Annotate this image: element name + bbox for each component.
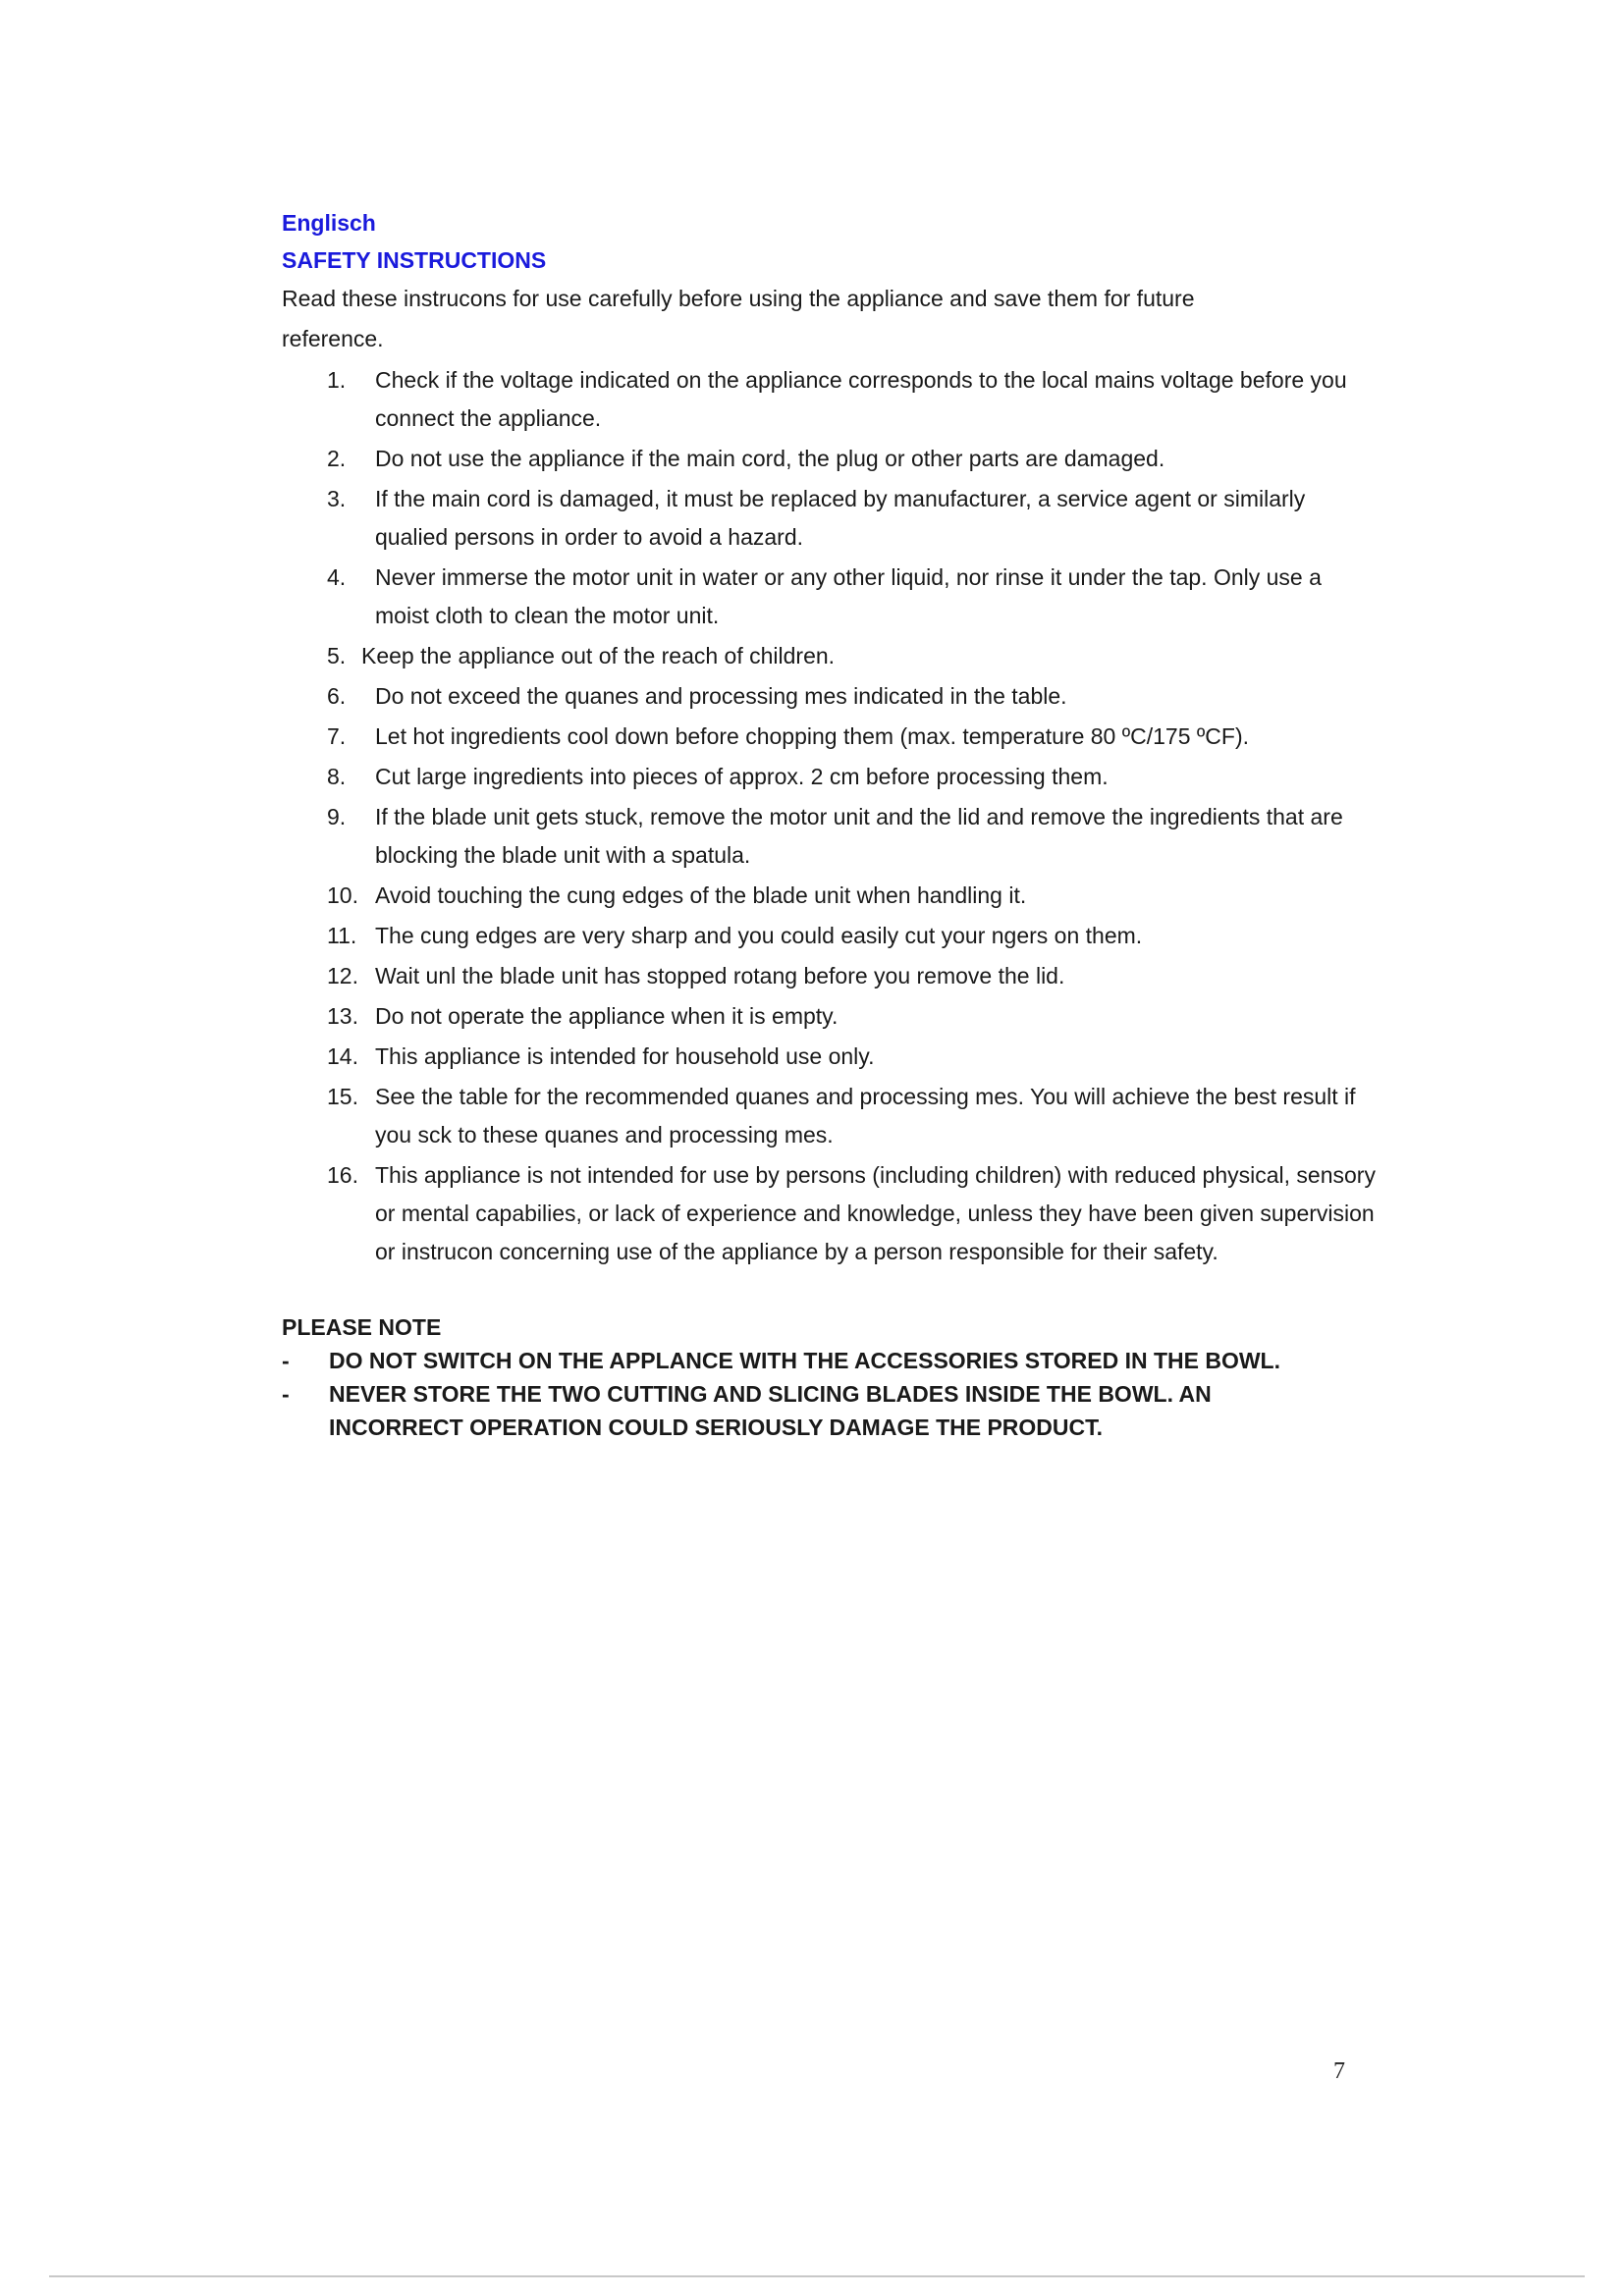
item-text: Check if the voltage indicated on the appliance corresponds to the local mains voltage before you connect the appliance. (375, 367, 1347, 431)
list-item (282, 997, 1377, 1036)
item-number: 13. (327, 1003, 358, 1029)
list-item (282, 361, 1377, 438)
please-note-list (282, 1344, 1362, 1444)
item-number: 7. (327, 723, 347, 749)
item-number: 5. (327, 643, 347, 668)
list-item (282, 1038, 1377, 1076)
please-note-heading: PLEASE NOTE (282, 1314, 442, 1340)
item-number: 16. (327, 1162, 358, 1188)
item-text: If the blade unit gets stuck, remove the motor unit and the lid and remove the ingredients that are blocking the blade unit with a spatula. (375, 804, 1343, 868)
item-text: If the main cord is damaged, it must be replaced by manufacturer, a service agent or similarly qualied persons in order to avoid a hazard. (375, 486, 1306, 550)
item-text: Wait unl the blade unit has stopped rotang before you remove the lid. (375, 963, 1065, 988)
note-text: NEVER STORE THE TWO CUTTING AND SLICING BLADES INSIDE THE BOWL. AN INCORRECT OPERATION COULD SERIOUSLY DAMAGE THE PRODUCT. (329, 1381, 1212, 1440)
list-item (282, 758, 1377, 796)
item-number: 14. (327, 1043, 358, 1069)
list-item (282, 877, 1377, 915)
item-text: Avoid touching the cung edges of the blade unit when handling it. (375, 882, 1027, 908)
item-number: 8. (327, 764, 347, 789)
list-item (282, 718, 1377, 756)
item-text: This appliance is not intended for use by persons (including children) with reduced physical, sensory or mental capabilies, or lack of experience and knowledge, unless they have been given supervision or instrucon concerning use of the appliance by a person responsible for their safety. (375, 1162, 1376, 1264)
dash-bullet: - (282, 1381, 290, 1407)
item-number: 10. (327, 882, 358, 908)
item-number: 2. (327, 446, 347, 471)
item-text: Do not use the appliance if the main cord, the plug or other parts are damaged. (375, 446, 1165, 471)
item-text: Never immerse the motor unit in water or any other liquid, nor rinse it under the tap. Only use a moist cloth to clean the motor unit. (375, 564, 1322, 628)
note-text: DO NOT SWITCH ON THE APPLANCE WITH THE ACCESSORIES STORED IN THE BOWL. (329, 1348, 1280, 1373)
item-number: 3. (327, 486, 347, 511)
section-title: SAFETY INSTRUCTIONS (282, 247, 547, 273)
list-item (282, 677, 1377, 716)
item-text: Cut large ingredients into pieces of approx. 2 cm before processing them. (375, 764, 1109, 789)
list-item (282, 917, 1377, 955)
item-number: 4. (327, 564, 347, 590)
item-text: Do not operate the appliance when it is empty. (375, 1003, 839, 1029)
list-item (282, 798, 1377, 875)
intro-paragraph: Read these instrucons for use carefully before using the appliance and save them for future reference. (282, 286, 1195, 351)
dash-bullet: - (282, 1348, 290, 1373)
safety-instructions-list (282, 361, 1376, 1271)
footer-divider (49, 2275, 1585, 2277)
item-number: 11. (327, 923, 357, 948)
note-item (282, 1377, 1311, 1444)
item-text: The cung edges are very sharp and you could easily cut your ngers on them. (375, 923, 1143, 948)
note-item (282, 1344, 1350, 1377)
list-item (282, 440, 1377, 478)
list-item (282, 1156, 1377, 1271)
item-text: Keep the appliance out of the reach of children. (361, 643, 836, 668)
item-text: Let hot ingredients cool down before chopping them (max. temperature 80 ºC/175 ºCF). (375, 723, 1250, 749)
item-number: 1. (327, 367, 347, 393)
list-item (282, 637, 1377, 675)
item-text: This appliance is intended for household use only. (375, 1043, 875, 1069)
page-number: 7 (1333, 2058, 1345, 2084)
item-number: 15. (327, 1084, 358, 1109)
language-label: Englisch (282, 210, 376, 236)
item-number: 12. (327, 963, 358, 988)
item-number: 6. (327, 683, 347, 709)
list-item (282, 480, 1377, 557)
item-number: 9. (327, 804, 347, 829)
item-text: See the table for the recommended quanes and processing mes. You will achieve the best result if you sck to these quanes and processing mes. (375, 1084, 1356, 1148)
list-item (282, 559, 1357, 635)
item-text: Do not exceed the quanes and processing mes indicated in the table. (375, 683, 1067, 709)
list-item (282, 1078, 1357, 1154)
page-content (282, 206, 1376, 1444)
list-item (282, 957, 1377, 995)
